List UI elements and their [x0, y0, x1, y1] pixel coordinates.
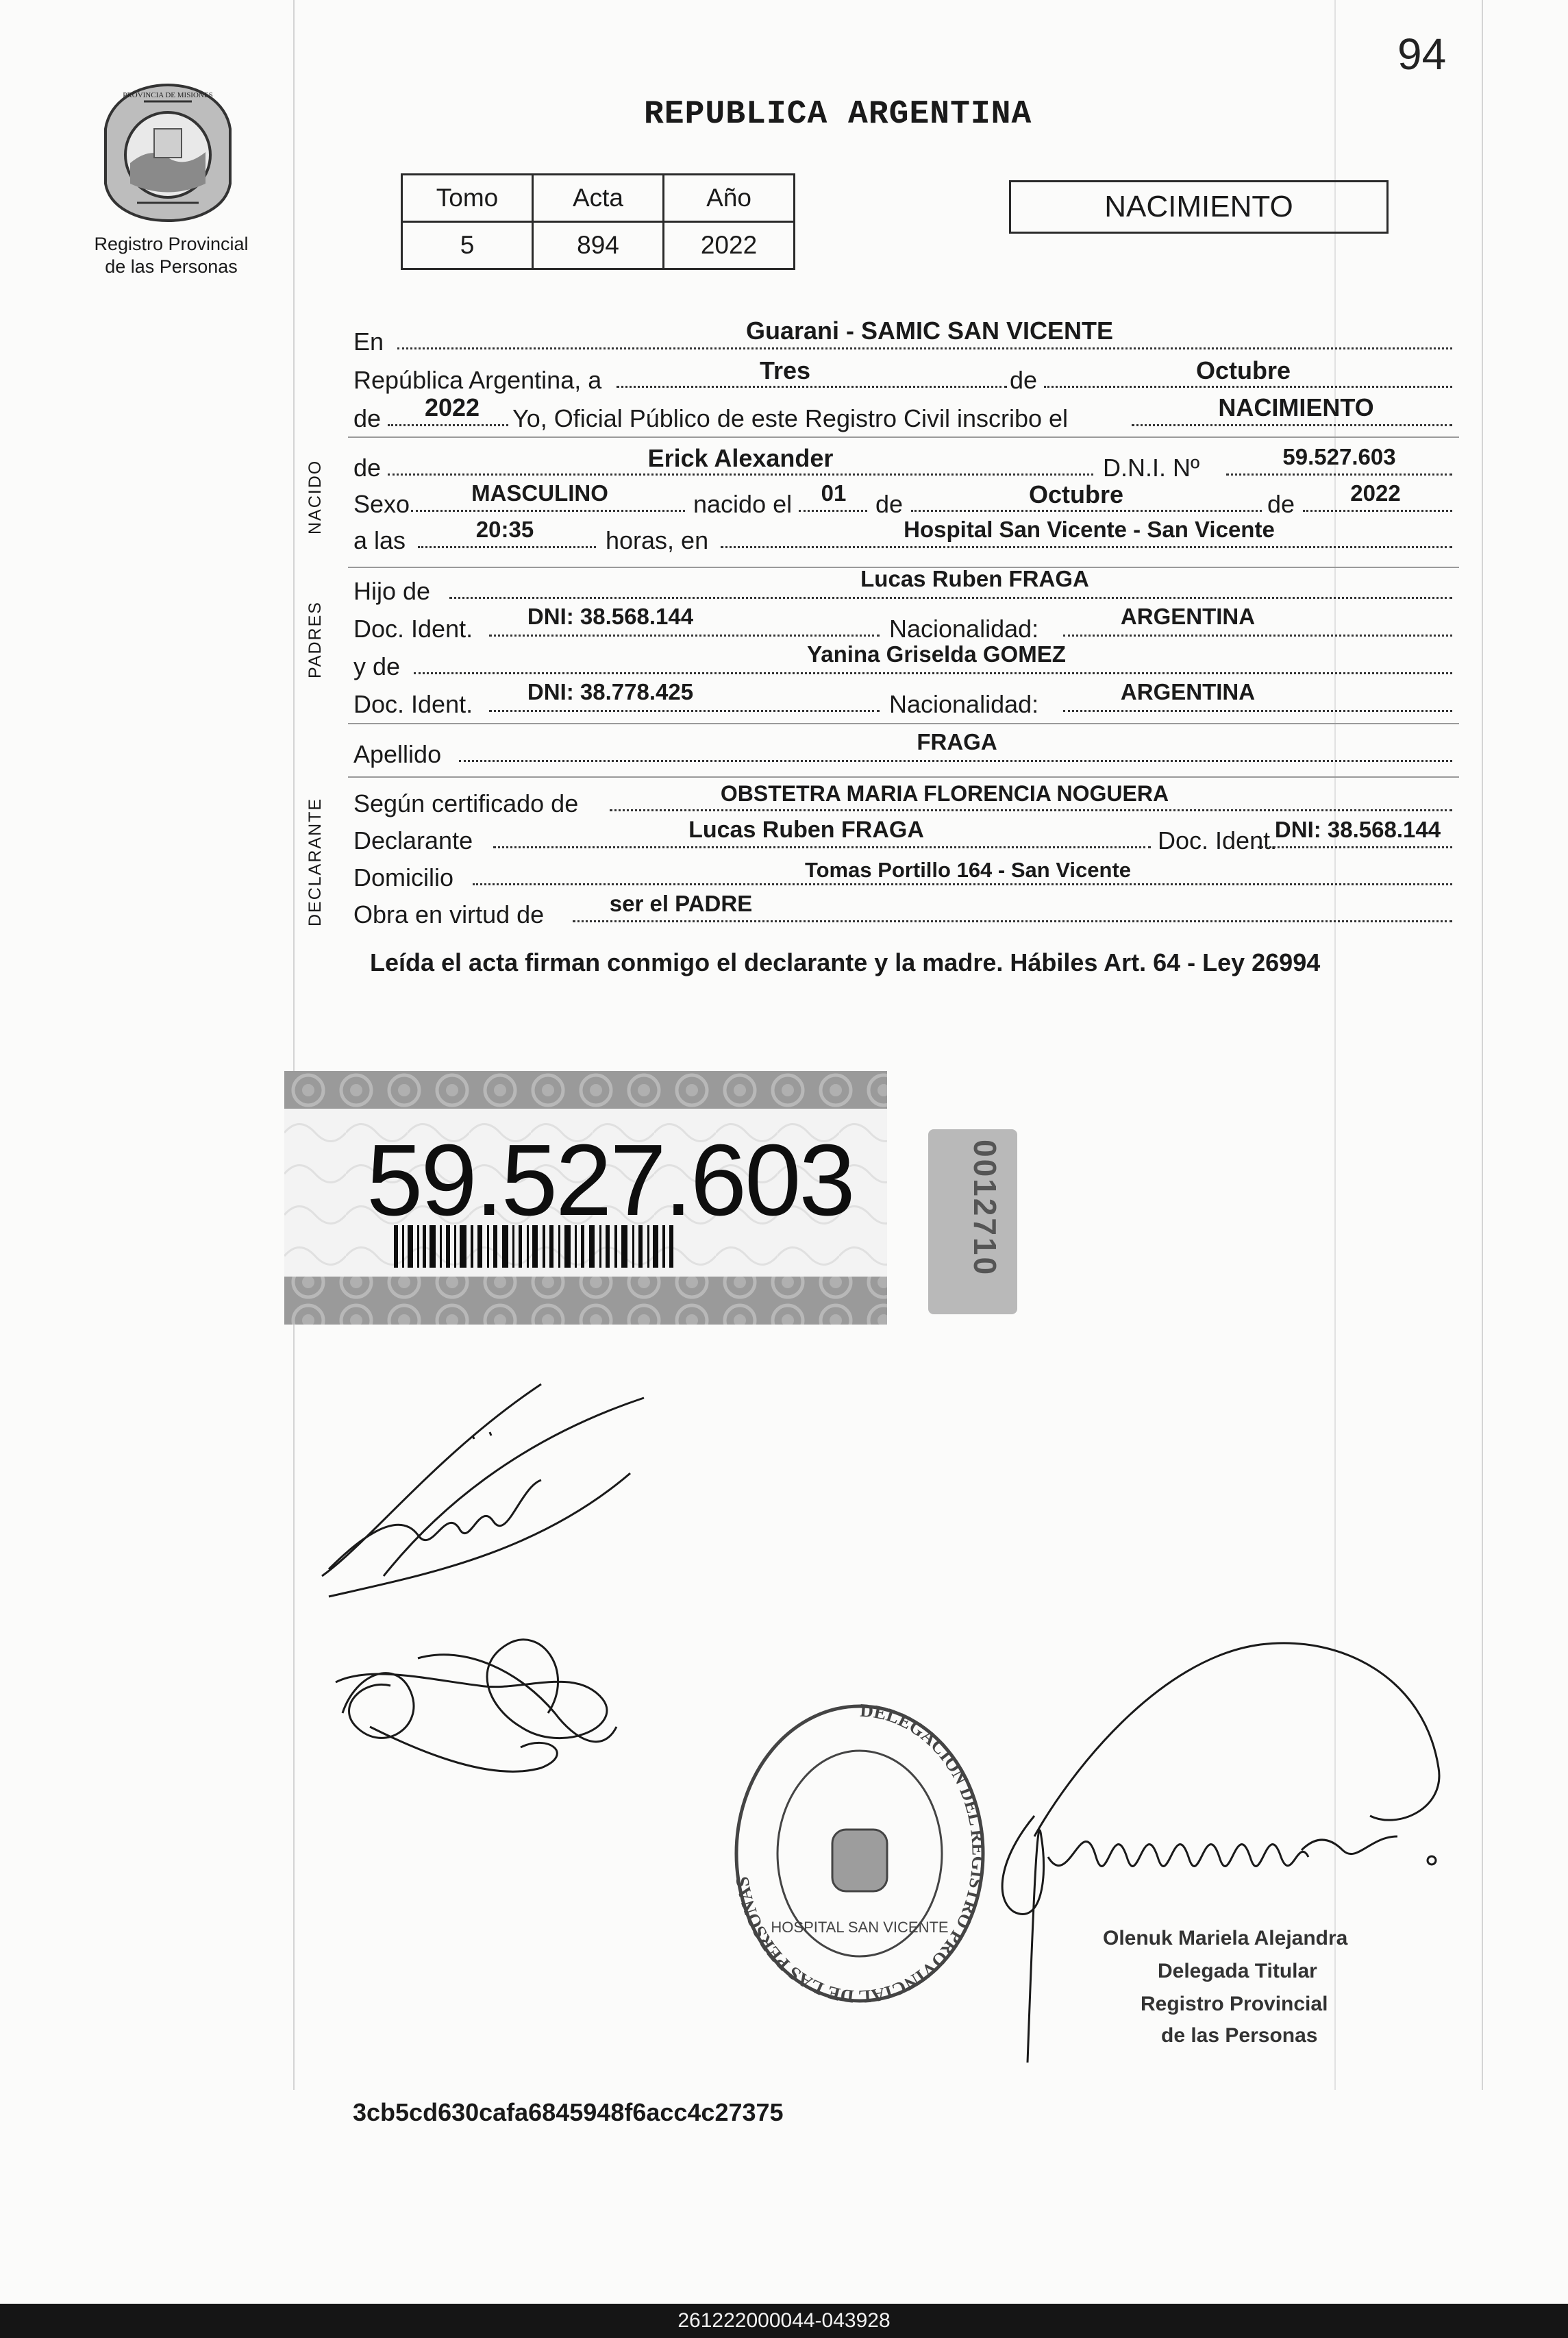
label-nacionalidad-1: Nacionalidad: [889, 615, 1039, 643]
value-madre-doc: DNI: 38.778.425 [527, 679, 694, 704]
footer-code: 261222000044-043928 [0, 2304, 1568, 2338]
dots-domicilio [473, 883, 1452, 885]
logo-caption-line-1: Registro Provincial [94, 234, 249, 254]
dots-madre-nac [1063, 710, 1452, 712]
dots-anio-acta [388, 424, 508, 426]
label-segun: Según certificado de [353, 789, 579, 817]
dots-certificado [610, 809, 1452, 811]
registry-value-row [402, 222, 795, 269]
section-label-padres: PADRES [306, 601, 325, 678]
section-divider-nacido [348, 436, 1459, 438]
section-divider-apellido [348, 723, 1459, 724]
logo-caption-line-2: de las Personas [105, 256, 238, 277]
officer-office-1: Registro Provincial [1141, 1993, 1328, 2015]
registry-header-row [402, 175, 795, 222]
label-oficial: Yo, Oficial Público de este Registro Civil inscribo el [512, 404, 1069, 432]
label-obra: Obra en virtud de [353, 900, 545, 928]
value-anio-nac: 2022 [1350, 480, 1401, 506]
dots-declarante-doc [1258, 846, 1452, 848]
label-de-c: de [353, 454, 382, 482]
officer-name: Olenuk Mariela Alejandra [1103, 1927, 1348, 1949]
section-label-nacido: NACIDO [306, 459, 325, 534]
dots-apellido [459, 760, 1452, 762]
label-de-d: de [875, 490, 904, 518]
province-seal-logo [96, 81, 240, 225]
label-nacido-el: nacido el [693, 490, 793, 518]
value-tipo: NACIMIENTO [1218, 393, 1374, 421]
dots-mes-acta [1044, 386, 1452, 388]
dots-madre-doc [489, 710, 880, 712]
value-padre-doc: DNI: 38.568.144 [527, 604, 694, 629]
label-doc-ident-2: Doc. Ident. [353, 690, 473, 718]
label-declarante: Declarante [353, 826, 473, 854]
dots-madre [414, 672, 1452, 674]
dots-padre [449, 597, 1452, 599]
dots-sexo [411, 510, 685, 512]
record-kind-box: NACIMIENTO [1009, 180, 1389, 234]
registry-header-acta: Acta [533, 175, 664, 222]
dots-declarante [493, 846, 1151, 848]
section-divider-declarante [348, 776, 1459, 778]
closing-note: Leída el acta firman conmigo el declarante y la madre. Hábiles Art. 64 - Ley 26994 [370, 948, 1321, 976]
frame-line-left [293, 0, 295, 2090]
value-anio-acta: 2022 [424, 393, 480, 421]
value-domicilio: Tomas Portillo 164 - San Vicente [804, 858, 1132, 882]
officer-office-2: de las Personas [1161, 2024, 1318, 2047]
dots-lugar-nac [721, 546, 1452, 548]
dots-dia-acta [617, 386, 1007, 388]
dots-hora [418, 546, 596, 548]
value-dia-acta: Tres [759, 356, 811, 384]
label-domicilio: Domicilio [353, 863, 454, 891]
label-dni: D.N.I. Nº [1103, 454, 1200, 482]
document-hash: 3cb5cd630cafa6845948f6acc4c27375 [353, 2098, 784, 2126]
value-madre-nac: ARGENTINA [1120, 679, 1256, 704]
label-hijo-de: Hijo de [353, 577, 431, 605]
label-doc-ident-1: Doc. Ident. [353, 615, 473, 643]
dots-tipo [1132, 424, 1452, 426]
value-lugar-nac: Hospital San Vicente - San Vicente [904, 517, 1275, 542]
value-padre: Lucas Ruben FRAGA [860, 566, 1089, 591]
document-title: REPUBLICA ARGENTINA [644, 96, 1032, 133]
registry-header-tomo: Tomo [402, 175, 533, 222]
sticker-number: 59.527.603 [366, 1124, 854, 1237]
stamp-inner-text: HOSPITAL SAN VICENTE [771, 1919, 949, 1936]
section-label-declarante: DECLARANTE [306, 797, 325, 926]
dots-dni [1226, 473, 1452, 476]
label-de-b: de [353, 404, 382, 432]
logo-ring-text: PROVINCIA DE MISIONES [123, 91, 213, 99]
officer-title: Delegada Titular [1158, 1960, 1317, 1982]
value-declarante: Lucas Ruben FRAGA [688, 817, 924, 843]
label-a-las: a las [353, 526, 406, 554]
dots-padre-nac [1063, 635, 1452, 637]
logo-caption [69, 233, 274, 278]
hologram-code: 0012710 [967, 1140, 1003, 1277]
label-apellido: Apellido [353, 740, 442, 768]
label-de-e: de [1267, 490, 1295, 518]
value-mes-acta: Octubre [1195, 356, 1291, 384]
registry-table [401, 173, 795, 270]
dots-mes-nac [911, 510, 1262, 512]
frame-line-right [1482, 0, 1483, 2090]
value-nombre: Erick Alexander [647, 444, 834, 472]
value-dni: 59.527.603 [1282, 444, 1396, 469]
declarant-signature [315, 1370, 685, 1809]
value-declarante-doc: DNI: 38.568.144 [1274, 817, 1441, 842]
value-apellido: FRAGA [917, 729, 997, 754]
value-certificado: OBSTETRA MARIA FLORENCIA NOGUERA [720, 781, 1169, 806]
value-madre: Yanina Griselda GOMEZ [807, 641, 1066, 667]
label-y-de: y de [353, 652, 401, 680]
value-dia-nac: 01 [821, 480, 847, 506]
dots-lugar [397, 347, 1452, 349]
registry-value-acta: 894 [533, 222, 664, 269]
value-obra: ser el PADRE [609, 891, 753, 916]
label-doc-ident-3: Doc. Ident. [1158, 826, 1278, 854]
registry-value-anio: 2022 [664, 222, 795, 269]
value-hora: 20:35 [475, 517, 534, 542]
label-nacionalidad-2: Nacionalidad: [889, 690, 1039, 718]
dots-padre-doc [489, 635, 880, 637]
dots-anio-nac [1303, 510, 1452, 512]
value-padre-nac: ARGENTINA [1120, 604, 1256, 629]
label-sexo: Sexo [353, 490, 410, 518]
value-lugar: Guarani - SAMIC SAN VICENTE [745, 317, 1114, 345]
value-mes-nac: Octubre [1028, 480, 1124, 508]
dots-obra [573, 920, 1452, 922]
stamp-ring-text: DELEGACION DEL REGISTRO PROVINCIAL DE LAS PERSONAS [731, 1699, 989, 2008]
value-sexo: MASCULINO [471, 480, 608, 506]
hospital-stamp [723, 1699, 997, 2015]
label-en: En [353, 328, 384, 356]
registry-value-tomo: 5 [402, 222, 533, 269]
dots-nombre [388, 473, 1093, 476]
page-number: 94 [1397, 29, 1447, 79]
label-horas-en: horas, en [606, 526, 709, 554]
hologram-sticker [928, 1129, 1017, 1314]
registry-header-anio: Año [664, 175, 795, 222]
label-republica: República Argentina, a [353, 366, 602, 394]
label-de-a: de [1010, 366, 1038, 394]
dots-dia-nac [799, 510, 867, 512]
